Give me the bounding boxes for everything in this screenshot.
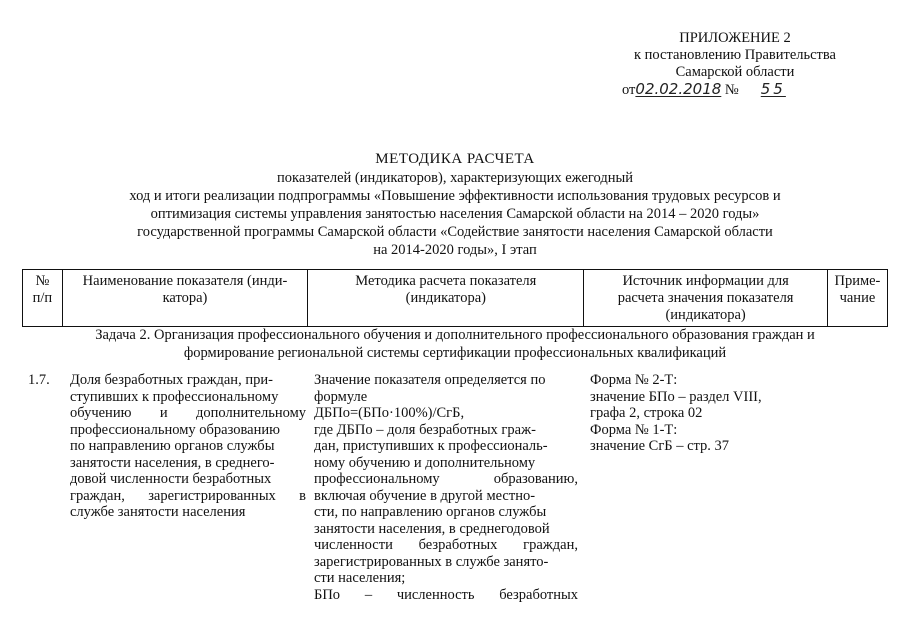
information-source: Форма № 2-Т: значение БПо – раздел VIII, графа 2, строка 02 Форма № 1-Т: значение СгБ – стр. 37 bbox=[590, 372, 762, 454]
header-source: Источник информации для расчета значения показателя (индикатора) bbox=[584, 270, 828, 327]
header-method: Методика расчета показателя (индикатора) bbox=[308, 270, 584, 327]
heading-line: ход и итоги реализации подпрограммы «Повышение эффективности использования трудовых ресурсов и bbox=[129, 188, 781, 204]
header-number: № п/п bbox=[23, 270, 63, 327]
heading-line: на 2014-2020 годы», I этап bbox=[373, 242, 537, 258]
calculation-method: Значение показателя определяется по формуле ДБПо=(БПо·100%)/СгБ, где ДБПо – доля безработных граж- дан, приступивших к профессиональ- ному обучению и дополнительному профессиональному образованию, включая обучение в другой местно- сти, по направлению органов службы занятости населения, в среднегодовой численности безработных граждан, зарегистрированных в службе занято- сти населения; БПо – численность безработных bbox=[314, 372, 578, 603]
appendix-line-3: Самарской области bbox=[675, 64, 795, 80]
row-number: 1.7. bbox=[28, 372, 50, 388]
handwritten-date: 02.02.2018 bbox=[635, 80, 722, 98]
task-line: Задача 2. Организация профессионального обучения и дополнительного профессионального образования граждан и bbox=[95, 327, 815, 343]
header-note: Приме- чание bbox=[827, 270, 887, 327]
table-header bbox=[22, 269, 888, 327]
header-indicator-name: Наименование показателя (инди- катора) bbox=[62, 270, 308, 327]
task-heading bbox=[22, 326, 888, 362]
indicator-name: Доля безработных граждан, при- ступивших к профессиональному обучению и дополнительному профессиональному образованию по направлению органов службы занятости населения, в среднего- довой численности безработных граждан, зарегистрированных в службе занятости населения bbox=[70, 372, 306, 520]
appendix-block bbox=[600, 30, 870, 99]
appendix-date-number bbox=[600, 81, 870, 99]
from-label: от bbox=[622, 82, 636, 98]
document-heading bbox=[60, 150, 850, 259]
task-line: формирование региональной системы сертификации профессиональных квалификаций bbox=[183, 345, 727, 361]
heading-line: показателей (индикаторов), характеризующих ежегодный bbox=[277, 170, 633, 186]
handwritten-number: 55 bbox=[760, 80, 786, 98]
heading-line: оптимизация системы управления занятостью населения Самарской области на 2014 – 2020 годы» bbox=[150, 206, 760, 222]
number-label: № bbox=[724, 82, 739, 98]
appendix-line-2: к постановлению Правительства bbox=[634, 47, 836, 63]
document-title: МЕТОДИКА РАСЧЕТА bbox=[375, 151, 535, 167]
appendix-title: ПРИЛОЖЕНИЕ 2 bbox=[679, 30, 791, 46]
heading-line: государственной программы Самарской области «Содействие занятости населения Самарской области bbox=[137, 224, 773, 240]
